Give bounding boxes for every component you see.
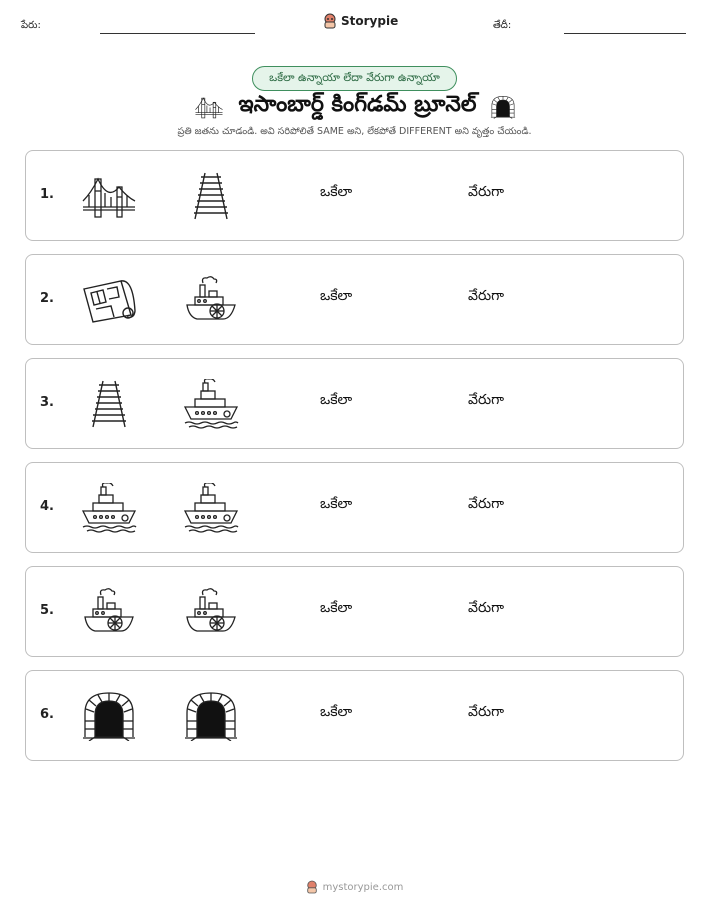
railway-track-icon (81, 379, 137, 429)
question-number: 6. (40, 707, 54, 722)
footer (0, 880, 709, 894)
railway-track-icon (183, 171, 239, 221)
question-number: 2. (40, 291, 54, 306)
different-option[interactable]: వేరుగా (468, 288, 504, 304)
different-option[interactable]: వేరుగా (468, 496, 504, 512)
date-label: తేదీ: (493, 20, 512, 31)
different-option[interactable]: వేరుగా (468, 704, 504, 720)
different-option[interactable]: వేరుగా (468, 600, 504, 616)
name-label: పేరు: (21, 20, 41, 31)
same-option[interactable]: ఒకేలా (320, 704, 353, 720)
same-option[interactable]: ఒకేలా (320, 496, 353, 512)
tunnel-icon (183, 691, 239, 741)
storypie-mascot-icon (323, 13, 337, 29)
question-row (25, 462, 684, 553)
same-option[interactable]: ఒకేలా (320, 392, 353, 408)
same-option[interactable]: ఒకేలా (320, 600, 353, 616)
paddle-steamer-icon (183, 587, 239, 637)
question-number: 4. (40, 499, 54, 514)
steamship-icon (81, 483, 137, 533)
storypie-mascot-icon (306, 880, 318, 894)
bridge-icon (193, 94, 225, 120)
brand-logo (323, 13, 398, 29)
question-row (25, 254, 684, 345)
question-row (25, 670, 684, 761)
bridge-icon (81, 171, 137, 221)
question-row (25, 358, 684, 449)
tunnel-icon (81, 691, 137, 741)
question-row (25, 150, 684, 241)
title-row (0, 91, 709, 123)
brand-name: Storypie (341, 14, 399, 28)
question-number: 1. (40, 187, 54, 202)
different-option[interactable]: వేరుగా (468, 184, 504, 200)
same-option[interactable]: ఒకేలా (320, 288, 353, 304)
paddle-steamer-icon (183, 275, 239, 325)
question-row (25, 566, 684, 657)
question-number: 5. (40, 603, 54, 618)
steamship-icon (183, 483, 239, 533)
name-field-line[interactable] (100, 33, 255, 34)
paddle-steamer-icon (81, 587, 137, 637)
question-number: 3. (40, 395, 54, 410)
page-title: ఇసాంబార్డ్ కింగ్‌డమ్ బ్రూనెల్ (238, 92, 477, 117)
different-option[interactable]: వేరుగా (468, 392, 504, 408)
date-field-line[interactable] (564, 33, 686, 34)
worksheet-type-pill: ఒకేలా ఉన్నాయా లేదా వేరుగా ఉన్నాయా (252, 66, 457, 91)
steamship-icon (183, 379, 239, 429)
instructions: ప్రతి జతను చూడండి. అవి సరిపోలితే SAME అని, లేకపోతే DIFFERENT అని వృత్తం చేయండి. (177, 126, 532, 137)
tunnel-icon (490, 94, 516, 120)
same-option[interactable]: ఒకేలా (320, 184, 353, 200)
blueprint-icon (81, 275, 137, 325)
footer-url[interactable]: mystorypie.com (322, 881, 404, 893)
